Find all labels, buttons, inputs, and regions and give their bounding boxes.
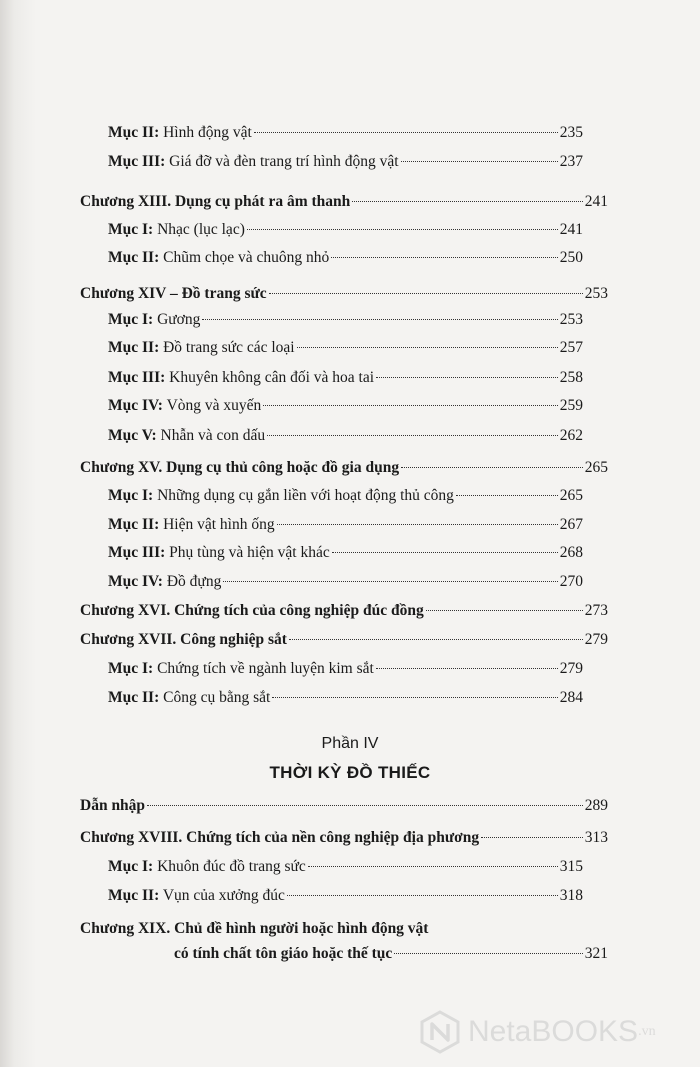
toc-section-entry [108, 368, 583, 388]
toc-section-entry [108, 659, 583, 679]
toc-leader-dots [247, 229, 558, 230]
toc-entry-title: Chương XIV – Đồ trang sức [80, 285, 267, 302]
toc-section-prefix: Mục I: [108, 311, 154, 328]
toc-section-prefix: Mục II: [108, 689, 160, 706]
netabooks-logo-icon [418, 1010, 462, 1054]
toc-section-entry [108, 543, 583, 563]
toc-page-number: 253 [559, 311, 583, 328]
toc-page-number: 315 [559, 858, 583, 875]
toc-page-number: 262 [559, 427, 583, 444]
toc-section-prefix: Mục V: [108, 427, 157, 444]
toc-leader-dots [202, 319, 557, 320]
toc-entry-title: Chương XIII. Dụng cụ phát ra âm thanh [80, 193, 351, 210]
toc-page-number: 237 [559, 153, 583, 170]
part-label: Phần IV [321, 735, 379, 752]
toc-section-title: Khuyên không cân đối và hoa tai [169, 369, 375, 386]
toc-leader-dots [456, 495, 558, 496]
toc-section-entry [108, 220, 583, 240]
toc-page-number: 270 [559, 573, 583, 590]
toc-section-entry [108, 515, 583, 535]
toc-page-number: 273 [584, 602, 608, 619]
toc-page-number: 284 [559, 689, 583, 706]
toc-entry-title [108, 338, 295, 358]
toc-page-number: 258 [559, 369, 583, 386]
toc-page-number: 253 [584, 285, 608, 302]
toc-page-number: 267 [559, 516, 583, 533]
toc-section-entry [108, 152, 583, 172]
toc-leader-dots [331, 257, 557, 258]
toc-section-title: Chũm chọe và chuông nhỏ [163, 249, 330, 266]
toc-section-title: Đồ trang sức các loại [163, 339, 295, 356]
toc-page-number: 289 [584, 797, 608, 814]
toc-entry-title: Chương XVII. Công nghiệp sắt [80, 631, 287, 648]
toc-entry-title [108, 152, 399, 172]
toc-leader-dots [147, 805, 583, 806]
watermark-text: NetaBOOKS [468, 1015, 639, 1048]
toc-page-number: 265 [584, 459, 608, 476]
toc-page-number: 321 [584, 945, 608, 962]
toc-leader-dots [401, 467, 583, 468]
toc-section-entry [108, 310, 583, 330]
toc-section-prefix: Mục II: [108, 124, 160, 141]
toc-section-title: Khuôn đúc đồ trang sức [157, 858, 306, 875]
toc-section-title: Nhạc (lục lạc) [157, 221, 245, 238]
toc-chapter-entry [80, 192, 608, 212]
toc-section-title: Gương [157, 311, 201, 328]
toc-section-entry [108, 248, 583, 268]
watermark-suffix: .vn [638, 1024, 656, 1039]
toc-leader-dots [287, 895, 558, 896]
toc-page-number: 279 [559, 660, 583, 677]
toc-leader-dots [277, 524, 558, 525]
toc-leader-dots [426, 610, 583, 611]
toc-chapter-entry [80, 796, 608, 816]
toc-section-entry [108, 688, 583, 708]
toc-leader-dots [223, 581, 557, 582]
toc-section-entry [108, 572, 583, 592]
toc-page-number: 241 [559, 221, 583, 238]
toc-section-prefix: Mục II: [108, 887, 160, 904]
toc-entry-title: Dẫn nhập [80, 797, 146, 814]
toc-section-title: Giá đỡ và đèn trang trí hình động vật [169, 153, 399, 170]
toc-section-entry [108, 338, 583, 358]
toc-section-title: Hình động vật [163, 124, 252, 141]
toc-section-prefix: Mục IV: [108, 573, 163, 590]
toc-section-prefix: Mục II: [108, 249, 160, 266]
toc-section-title: Phụ tùng và hiện vật khác [169, 544, 330, 561]
toc-chapter-entry [80, 828, 608, 848]
toc-section-title: Công cụ bằng sắt [163, 689, 271, 706]
part-title: THỜI KỲ ĐỒ THIẾC [269, 763, 431, 782]
toc-entry-title [108, 886, 285, 906]
toc-entry-title: Chương XVIII. Chứng tích của nền công nghiệp địa phương [80, 829, 480, 846]
toc-entry-title [108, 543, 330, 563]
toc-section-entry [108, 396, 583, 416]
toc-leader-dots [297, 347, 558, 348]
toc-entry-title [108, 515, 275, 535]
toc-page-number: 279 [584, 631, 608, 648]
toc-entry-title [108, 688, 270, 708]
toc-section-entry [108, 123, 583, 143]
toc-leader-dots [254, 132, 558, 133]
toc-entry-title [108, 220, 245, 240]
toc-chapter-entry [80, 458, 608, 478]
toc-page-number: 235 [559, 124, 583, 141]
toc-page-number: 259 [559, 397, 583, 414]
toc-leader-dots [481, 837, 583, 838]
toc-leader-dots [272, 697, 557, 698]
toc-section-title: Vòng và xuyến [166, 397, 262, 414]
toc-section-entry [108, 486, 583, 506]
toc-section-entry [108, 857, 583, 877]
toc-section-prefix: Mục I: [108, 660, 154, 677]
toc-section-title: Hiện vật hình ống [163, 516, 275, 533]
toc-leader-dots [332, 552, 558, 553]
toc-chapter-xix-line1: Chương XIX. Chủ đề hình người hoặc hình động vật [80, 920, 429, 937]
toc-section-entry [108, 886, 583, 906]
toc-leader-dots [394, 953, 582, 954]
toc-section-prefix: Mục I: [108, 858, 154, 875]
toc-section-prefix: Mục I: [108, 221, 154, 238]
toc-page-number: 318 [559, 887, 583, 904]
toc-chapter-entry [80, 601, 608, 621]
toc-section-prefix: Mục III: [108, 153, 166, 170]
watermark [418, 1007, 693, 1057]
toc-leader-dots [352, 201, 582, 202]
toc-section-prefix: Mục III: [108, 369, 166, 386]
toc-page-number: 265 [559, 487, 583, 504]
toc-leader-dots [267, 435, 558, 436]
toc-section-prefix: Mục II: [108, 516, 160, 533]
toc-section-title: Nhẫn và con dấu [160, 427, 266, 444]
toc-page-number: 257 [559, 339, 583, 356]
toc-section-prefix: Mục III: [108, 544, 166, 561]
toc-page-number: 241 [584, 193, 608, 210]
toc-section-title: Những dụng cụ gắn liền với hoạt động thủ công [157, 487, 454, 504]
toc-leader-dots [376, 668, 558, 669]
toc-section-title: Vụn của xưởng đúc [162, 887, 285, 904]
toc-chapter-xix-title-cont: có tính chất tôn giáo hoặc thế tục [174, 945, 393, 962]
toc-entry-title [108, 572, 221, 592]
toc-chapter-entry [80, 630, 608, 650]
toc-leader-dots [289, 639, 583, 640]
toc-section-entry [108, 426, 583, 446]
toc-leader-dots [269, 293, 583, 294]
toc-entry-title [108, 426, 265, 446]
toc-section-prefix: Mục IV: [108, 397, 163, 414]
toc-entry-title [108, 123, 252, 143]
toc-leader-dots [401, 161, 558, 162]
toc-section-prefix: Mục I: [108, 487, 154, 504]
toc-entry-title [108, 248, 329, 268]
toc-entry-title [108, 310, 200, 330]
toc-page-number: 250 [559, 249, 583, 266]
toc-entry-title [108, 857, 306, 877]
toc-entry-title [108, 396, 261, 416]
toc-section-title: Đồ đựng [166, 573, 222, 590]
toc-entry-title: Chương XVI. Chứng tích của công nghiệp đúc đồng [80, 602, 424, 619]
toc-section-title: Chứng tích về ngành luyện kim sắt [157, 660, 374, 677]
toc-leader-dots [376, 377, 558, 378]
toc-entry-title [108, 368, 374, 388]
toc-page-number: 268 [559, 544, 583, 561]
toc-chapter-entry [80, 284, 608, 304]
toc-leader-dots [308, 866, 558, 867]
toc-chapter-xix-line2 [174, 944, 608, 964]
toc-entry-title [108, 486, 454, 506]
toc-leader-dots [263, 405, 557, 406]
toc-section-prefix: Mục II: [108, 339, 160, 356]
toc-entry-title [108, 659, 374, 679]
toc-page-number: 313 [584, 829, 608, 846]
toc-entry-title: Chương XV. Dụng cụ thủ công hoặc đồ gia dụng [80, 459, 400, 476]
